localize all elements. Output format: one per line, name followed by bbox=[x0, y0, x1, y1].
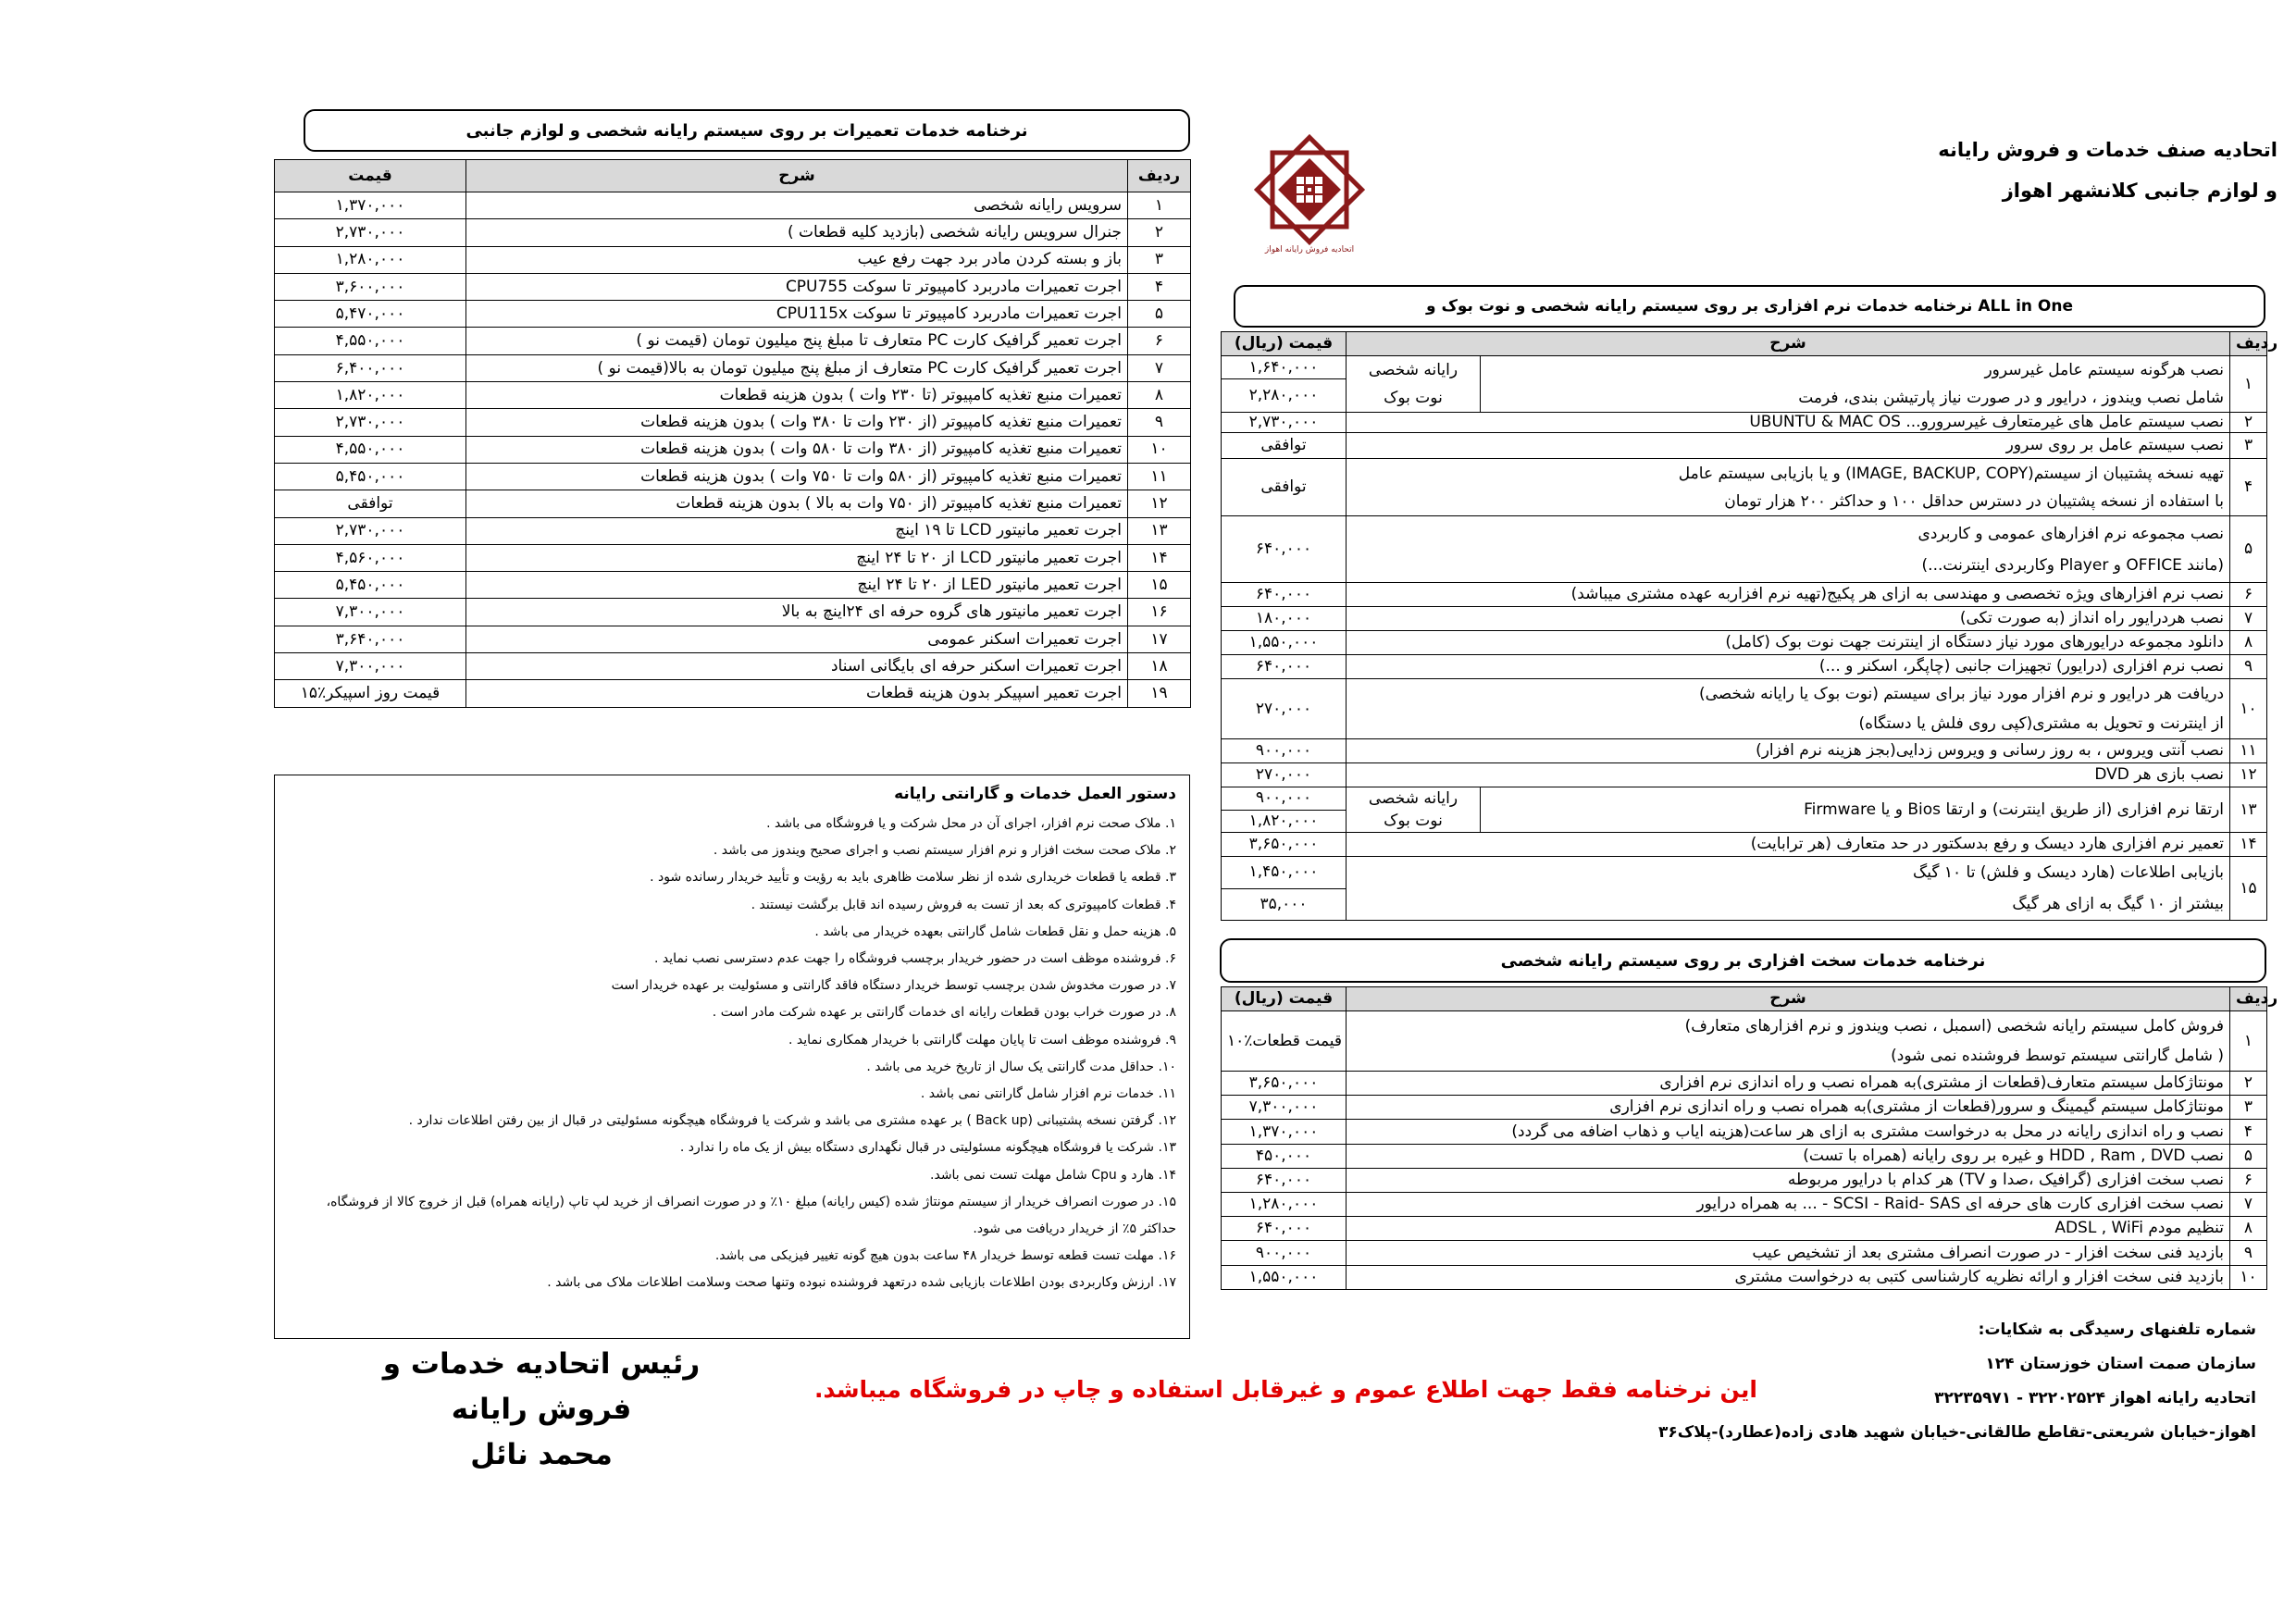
row-num: ۵ bbox=[2230, 516, 2267, 583]
row-num: ۱۷ bbox=[1128, 626, 1191, 652]
table-row bbox=[275, 680, 1191, 707]
desc-cell: بازدید فنی سخت افزار - در صورت انصراف مشتری بعد از تشخیص عیب bbox=[1347, 1241, 2230, 1265]
row-num: ۷ bbox=[2230, 607, 2267, 631]
desc-cell: نصب هردرایور راه انداز (به صورت تکی) bbox=[1347, 607, 2230, 631]
desc-line: نصب مجموعه نرم افزارهای عمومی و کاربردی bbox=[1917, 524, 2225, 543]
rule-item: ۱۲. گرفتن نسخه پشتیبانی (Back up ) بر عهده مشتری می باشد و شرکت یا فروشگاه هیچگونه مسئولیتی در قبال از بین رفتن اطلاعات ندارد . bbox=[408, 1113, 1176, 1129]
price-cell: ۲,۲۸۰,۰۰۰ bbox=[1222, 379, 1347, 413]
price-header: قیمت (ریال) bbox=[1222, 332, 1347, 356]
complaints-line-1: سازمان صمت استان خوزستان ۱۲۴ bbox=[1985, 1355, 2256, 1373]
category-pc: رایانه شخصی bbox=[1368, 789, 1458, 808]
software-rows bbox=[1222, 356, 2267, 921]
row-num: ۱۳ bbox=[1128, 517, 1191, 544]
rule-item: ۱۰. حداقل مدت گارانتی یک سال از تاریخ خرید می باشد . bbox=[866, 1059, 1176, 1074]
row-num: ۱۸ bbox=[1128, 653, 1191, 680]
row-num: ۹ bbox=[1128, 409, 1191, 436]
union-line-1: اتحادیه صنف خدمات و فروش رایانه bbox=[1938, 139, 2277, 161]
row-num: ۱۵ bbox=[2230, 857, 2267, 921]
desc-cell: اجرت تعمیر گرافیک کارت PC متعارف تا مبلغ پنج میلیون تومان (قیمت نو ) bbox=[466, 328, 1128, 354]
rules-title: دستور العمل خدمات و گارانتی رایانه bbox=[894, 785, 1176, 803]
price-cell: ۱,۳۷۰,۰۰۰ bbox=[275, 192, 466, 219]
desc-cell: مونتاژکامل سیستم گیمینگ و سرور(قطعات از مشتری)به همراه نصب و راه اندازی نرم افزاری bbox=[1347, 1096, 2230, 1120]
rule-item: ۹. فروشنده موظف است تا پایان مهلت گارانتی با خریدار همکاری نماید . bbox=[788, 1032, 1176, 1048]
table-row bbox=[275, 653, 1191, 680]
table-row bbox=[1222, 413, 2267, 433]
table-row bbox=[275, 517, 1191, 544]
table-row bbox=[275, 599, 1191, 626]
row-num: ۱ bbox=[2230, 1011, 2267, 1072]
row-num: ۱۴ bbox=[1128, 544, 1191, 571]
table-row bbox=[275, 490, 1191, 517]
desc-cell: تعمیرات منبع تغذیه کامپیوتر (از ۳۸۰ وات تا ۵۸۰ وات ) بدون هزینه قطعات bbox=[466, 436, 1128, 463]
price-cell: ۱۵٪قیمت روز اسپیکر bbox=[275, 680, 466, 707]
table-row bbox=[1222, 433, 2267, 459]
category-notebook: نوت بوک bbox=[1384, 389, 1443, 407]
price-cell: ۳,۶۵۰,۰۰۰ bbox=[1222, 1072, 1347, 1096]
president-name: محمد نائل bbox=[470, 1438, 613, 1471]
repair-title: نرخنامه خدمات تعمیرات بر روی سیستم رایانه شخصی و لوازم جانبی bbox=[304, 109, 1190, 152]
row-num: ۱۴ bbox=[2230, 833, 2267, 857]
hardware-table bbox=[1221, 986, 2278, 1290]
complaints-address: اهواز-خیابان شریعتی-تقاطع طالقانی-خیابان شهید هادی زاده(عطارد)-پلاک۳۶ bbox=[1657, 1423, 2256, 1442]
desc-line: ( شامل گارانتی سیستم توسط فروشنده نمی شود) bbox=[1891, 1047, 2224, 1065]
row-num: ۱۵ bbox=[1128, 572, 1191, 599]
desc-cell bbox=[1347, 679, 2230, 739]
row-num: ۴ bbox=[2230, 459, 2267, 516]
table-row bbox=[1222, 631, 2267, 655]
desc-cell bbox=[1347, 1011, 2230, 1072]
desc-cell: نصب نرم افزارهای ویژه تخصصی و مهندسی به ازای هر پکیج(تهیه نرم افزاربه عهده مشتری میباشد) bbox=[1347, 583, 2230, 607]
desc-cell: نصب و راه اندازی رایانه در محل به درخواست مشتری به ازای هر ساعت(هزینه ایاب و ذهاب اضافه می گردد) bbox=[1347, 1120, 2230, 1144]
desc-cell: اجرت تعمیر اسپیکر بدون هزینه قطعات bbox=[466, 680, 1128, 707]
desc-cell: اجرت تعمیر مانیتور LCD از ۲۰ تا ۲۴ اینچ bbox=[466, 544, 1128, 571]
price-cell: ۱,۵۵۰,۰۰۰ bbox=[1222, 631, 1347, 655]
desc-cell: دانلود مجموعه درایورهای مورد نیاز دستگاه از اینترنت جهت نوت بوک (کامل) bbox=[1347, 631, 2230, 655]
table-row bbox=[275, 463, 1191, 490]
row-num: ۱۳ bbox=[2230, 787, 2267, 833]
price-cell: توافقی bbox=[1222, 459, 1347, 516]
rule-item: ۱۵. در صورت انصراف خریدار از سیستم مونتاژ شده (کیس رایانه) مبلغ ۱۰٪ و در صورت انصراف از خرید لپ تاپ (رایانه همراه) قبل از خروج کالا از فروشگاه، bbox=[326, 1194, 1176, 1209]
table-row bbox=[1222, 655, 2267, 679]
price-cell: ۴۵۰,۰۰۰ bbox=[1222, 1144, 1347, 1168]
price-cell: ۶۴۰,۰۰۰ bbox=[1222, 516, 1347, 583]
desc-header: شرح bbox=[1347, 987, 2230, 1011]
row-num: ۳ bbox=[1128, 246, 1191, 273]
row-num-header: ردیف bbox=[1128, 160, 1191, 192]
row-num: ۱ bbox=[1128, 192, 1191, 219]
row-num-header: ردیف bbox=[2230, 332, 2267, 356]
row-num: ۴ bbox=[2230, 1120, 2267, 1144]
row-num: ۱۰ bbox=[1128, 436, 1191, 463]
desc-cell bbox=[1347, 459, 2230, 516]
desc-cell: نصب HDD , Ram , DVD و غیره بر روی رایانه (همراه با تست) bbox=[1347, 1144, 2230, 1168]
desc-line: از اینترنت و تحویل به مشتری(کپی روی فلش یا دستگاه) bbox=[1858, 714, 2225, 733]
price-cell: ۲۷۰,۰۰۰ bbox=[1222, 763, 1347, 787]
row-num: ۱۲ bbox=[2230, 763, 2267, 787]
table-row bbox=[1222, 1241, 2267, 1265]
desc-line: (مانند OFFICE و Player وکاربردی اینترنت...) bbox=[1921, 555, 2225, 575]
category-cell bbox=[1347, 356, 1481, 413]
desc-cell: ارتقا نرم افزاری (از طریق اینترنت) و ارتقا Bios و یا Firmware bbox=[1481, 787, 2230, 833]
desc-cell: نصب سخت افزاری (گرافیک ،صدا و TV) هر کدام با درایور مربوطه bbox=[1347, 1168, 2230, 1192]
row-num: ۵ bbox=[1128, 301, 1191, 328]
table-row bbox=[1222, 583, 2267, 607]
desc-cell: نصب سخت افزاری کارت های حرفه ای SCSI - Raid- SAS - ... به همراه درایور bbox=[1347, 1192, 2230, 1216]
hardware-rows bbox=[1222, 1011, 2267, 1072]
table-row bbox=[275, 626, 1191, 652]
price-cell: ۲,۷۳۰,۰۰۰ bbox=[275, 219, 466, 246]
hardware-rows-simple bbox=[1222, 1072, 2267, 1290]
desc-cell: اجرت تعمیرات مادربرد کامپیوتر تا سوکت CPU755 bbox=[466, 273, 1128, 300]
row-num: ۱۱ bbox=[2230, 739, 2267, 763]
price-cell: ۴,۵۶۰,۰۰۰ bbox=[275, 544, 466, 571]
rules-list bbox=[288, 811, 1176, 1297]
rule-item: ۱۷. ارزش وکاربردی بودن اطلاعات بازیابی شده درتعهد فروشنده نبوده وتنها صحت وسلامت اطلاعات ملاک می باشد . bbox=[547, 1275, 1176, 1291]
table-row bbox=[1222, 516, 2267, 583]
row-num: ۷ bbox=[1128, 354, 1191, 381]
president-signature bbox=[333, 1342, 750, 1478]
rule-item: ۴. قطعات کامپیوتری که بعد از تست به فروش رسیده اند قابل برگشت نیستند . bbox=[751, 897, 1176, 912]
rule-item: ۱۳. شرکت یا فروشگاه هیچگونه مسئولیتی در قبال نگهداری دستگاه بیش از یک ماه را ندارد . bbox=[679, 1140, 1176, 1156]
row-num: ۱۲ bbox=[1128, 490, 1191, 517]
price-cell: توافقی bbox=[1222, 433, 1347, 459]
price-cell: توافقی bbox=[275, 490, 466, 517]
table-row bbox=[275, 544, 1191, 571]
price-cell: ۵,۴۵۰,۰۰۰ bbox=[275, 572, 466, 599]
desc-line: دریافت هر درایور و نرم افزار مورد نیاز برای سیستم (نوت بوک یا رایانه شخصی) bbox=[1698, 685, 2225, 703]
price-cell: ۱,۲۸۰,۰۰۰ bbox=[275, 246, 466, 273]
row-num: ۱۱ bbox=[1128, 463, 1191, 490]
row-num: ۹ bbox=[2230, 1241, 2267, 1265]
row-num: ۲ bbox=[2230, 413, 2267, 433]
row-num: ۸ bbox=[1128, 382, 1191, 409]
desc-line: شامل نصب ویندوز ، درایور و در صورت نیاز پارتیشن بندی، فرمت bbox=[1798, 389, 2225, 407]
rule-item: ۷. در صورت مخدوش شدن برچسب توسط خریدار دستگاه فاقد گارانتی و مسئولیت بر عهده خریدار است bbox=[611, 978, 1176, 994]
price-cell: ۲,۷۳۰,۰۰۰ bbox=[275, 409, 466, 436]
price-cell: ۷,۳۰۰,۰۰۰ bbox=[275, 599, 466, 626]
desc-cell bbox=[1347, 516, 2230, 583]
software-title: نرخنامه خدمات نرم افزاری بر روی سیستم رایانه شخصی و نوت بوک و ALL in One bbox=[1234, 285, 2265, 328]
table-row bbox=[1222, 607, 2267, 631]
desc-cell: باز و بسته کردن مادر برد جهت رفع عیب bbox=[466, 246, 1128, 273]
desc-header: شرح bbox=[466, 160, 1128, 192]
desc-line: نصب هرگونه سیستم عامل غیرسرور bbox=[1984, 361, 2225, 379]
row-num: ۱۰ bbox=[2230, 679, 2267, 739]
rule-item: ۵. هزینه حمل و نقل قطعات شامل گارانتی بعهده خریدار می باشد . bbox=[814, 924, 1176, 939]
complaints-title: شماره تلفنهای رسیدگی به شکایات: bbox=[1978, 1320, 2256, 1339]
table-row bbox=[1222, 1265, 2267, 1289]
rule-item: ۸. در صورت خراب بودن قطعات رایانه ای خدمات گارانتی بر عهده شرکت مادر است . bbox=[712, 1005, 1176, 1021]
price-cell: ۱۸۰,۰۰۰ bbox=[1222, 607, 1347, 631]
complaints-line-2: اتحادیه رایانه اهواز ۳۲۲۰۲۵۲۴ - ۳۲۲۳۵۹۷۱ bbox=[1934, 1389, 2256, 1407]
desc-cell: نصب بازی هر DVD bbox=[1347, 763, 2230, 787]
desc-cell: مونتاژکامل سیستم متعارف(قطعات از مشتری)به همراه نصب و راه اندازی نرم افزاری bbox=[1347, 1072, 2230, 1096]
price-cell: ۶۴۰,۰۰۰ bbox=[1222, 583, 1347, 607]
desc-line: بازیابی اطلاعات (هارد دیسک و فلش) تا ۱۰ گیگ bbox=[1913, 863, 2225, 882]
price-cell: ۷,۳۰۰,۰۰۰ bbox=[275, 653, 466, 680]
table-row bbox=[1222, 1217, 2267, 1241]
rule-item: ۱۱. خدمات نرم افزار شامل گارانتی نمی باشد . bbox=[920, 1086, 1176, 1102]
notice-text: این نرخنامه فقط جهت اطلاع عموم و غیرقابل استفاده و چاپ در فروشگاه میباشد. bbox=[814, 1376, 1757, 1403]
price-cell: ۵,۴۷۰,۰۰۰ bbox=[275, 301, 466, 328]
desc-cell: اجرت تعمیر مانیتور های گروه حرفه ای ۲۴اینچ به بالا bbox=[466, 599, 1128, 626]
desc-line: با استفاده از نسخه پشتیبان در دسترس حداقل ۱۰۰ و حداکثر ۲۰۰ هزار تومان bbox=[1724, 491, 2225, 511]
row-num: ۸ bbox=[2230, 631, 2267, 655]
rule-item: ۱. ملاک صحت نرم افزار، اجرای آن در محل شرکت و یا فروشگاه می باشد . bbox=[766, 816, 1176, 831]
price-cell: ۵,۴۵۰,۰۰۰ bbox=[275, 463, 466, 490]
row-num: ۶ bbox=[2230, 583, 2267, 607]
desc-cell: اجرت تعمیرات مادربرد کامپیوتر تا سوکت CPU115x bbox=[466, 301, 1128, 328]
table-row bbox=[275, 409, 1191, 436]
rule-item: ۱۶. مهلت تست قطعه توسط خریدار ۴۸ ساعت بدون هیچ گونه تغییر فیزیکی می باشد. bbox=[714, 1248, 1176, 1264]
row-num: ۷ bbox=[2230, 1192, 2267, 1216]
row-num: ۳ bbox=[2230, 433, 2267, 459]
price-cell: ۴,۵۵۰,۰۰۰ bbox=[275, 328, 466, 354]
desc-cell: تعمیرات منبع تغذیه کامپیوتر (از ۷۵۰ وات به بالا ) بدون هزینه قطعات bbox=[466, 490, 1128, 517]
price-cell: ۱,۴۵۰,۰۰۰ bbox=[1222, 857, 1347, 889]
price-cell: ۱,۲۸۰,۰۰۰ bbox=[1222, 1192, 1347, 1216]
price-cell: ۱,۸۲۰,۰۰۰ bbox=[275, 382, 466, 409]
desc-cell: تنظیم مودم ADSL , WiFi bbox=[1347, 1217, 2230, 1241]
category-cell bbox=[1347, 787, 1481, 833]
rule-item: ۳. قطعه یا قطعات خریداری شده از نظر سلامت ظاهری باید به رؤیت و تأیید خریدار رسانده شود . bbox=[650, 870, 1176, 886]
rule-item: ۶. فروشنده موظف است در حضور خریدار برچسب فروشگاه را جهت عدم دسترسی نصب نماید . bbox=[653, 951, 1176, 967]
desc-cell: سرویس رایانه شخصی bbox=[466, 192, 1128, 219]
table-row bbox=[275, 354, 1191, 381]
desc-cell: تعمیرات منبع تغذیه کامپیوتر (از ۲۳۰ وات تا ۳۸۰ وات ) بدون هزینه قطعات bbox=[466, 409, 1128, 436]
table-row bbox=[1222, 857, 2267, 889]
desc-line: بیشتر از ۱۰ گیگ به ازای هر گیگ bbox=[2012, 895, 2225, 913]
price-cell: ۳,۶۴۰,۰۰۰ bbox=[275, 626, 466, 652]
table-row bbox=[1222, 1168, 2267, 1192]
price-cell: ۱,۸۲۰,۰۰۰ bbox=[1222, 810, 1347, 833]
repair-rows bbox=[275, 192, 1191, 708]
price-cell: ۱,۶۴۰,۰۰۰ bbox=[1222, 356, 1347, 379]
table-row bbox=[1222, 356, 2267, 379]
price-cell: ۱,۵۵۰,۰۰۰ bbox=[1222, 1265, 1347, 1289]
union-heading bbox=[1796, 130, 2277, 211]
row-num: ۱۹ bbox=[1128, 680, 1191, 707]
hardware-title: نرخنامه خدمات سخت افزاری بر روی سیستم رایانه شخصی bbox=[1220, 938, 2266, 983]
price-cell: ۱,۳۷۰,۰۰۰ bbox=[1222, 1120, 1347, 1144]
price-cell: ۲۷۰,۰۰۰ bbox=[1222, 679, 1347, 739]
president-line-2: فروش رایانه bbox=[451, 1393, 632, 1426]
desc-line: فروش کامل سیستم رایانه شخصی (اسمبل ، نصب ویندوز و نرم افزارهای متعارف) bbox=[1684, 1017, 2224, 1035]
desc-cell: اجرت تعمیرات اسکنر حرفه ای بایگانی اسناد bbox=[466, 653, 1128, 680]
desc-cell: اجرت تعمیر مانیتور LCD تا ۱۹ اینچ bbox=[466, 517, 1128, 544]
table-row bbox=[1222, 787, 2267, 811]
price-cell: ۶۴۰,۰۰۰ bbox=[1222, 1168, 1347, 1192]
president-line-1: رئیس اتحادیه خدمات و bbox=[382, 1347, 701, 1381]
desc-cell: نصب نرم افزاری (درایور) تجهیزات جانبی (چاپگر، اسکنر و ...) bbox=[1347, 655, 2230, 679]
table-row bbox=[275, 328, 1191, 354]
row-num: ۴ bbox=[1128, 273, 1191, 300]
logo-emblem-icon bbox=[1254, 139, 1365, 259]
desc-cell: اجرت تعمیرات اسکنر عمومی bbox=[466, 626, 1128, 652]
table-row bbox=[1222, 679, 2267, 739]
row-num: ۵ bbox=[2230, 1144, 2267, 1168]
price-cell: ۹۰۰,۰۰۰ bbox=[1222, 1241, 1347, 1265]
union-logo bbox=[1254, 139, 1365, 259]
complaints-block bbox=[1608, 1313, 2256, 1450]
price-cell: ۹۰۰,۰۰۰ bbox=[1222, 739, 1347, 763]
table-row bbox=[275, 273, 1191, 300]
desc-header: شرح bbox=[1347, 332, 2230, 356]
category-notebook: نوت بوک bbox=[1384, 812, 1443, 830]
row-num: ۲ bbox=[2230, 1072, 2267, 1096]
table-row bbox=[275, 572, 1191, 599]
table-row bbox=[1222, 1096, 2267, 1120]
table-row bbox=[275, 192, 1191, 219]
price-cell: ۴,۵۵۰,۰۰۰ bbox=[275, 436, 466, 463]
row-num: ۱ bbox=[2230, 356, 2267, 413]
table-row bbox=[275, 436, 1191, 463]
repair-table bbox=[274, 159, 1191, 708]
desc-cell: اجرت تعمیر گرافیک کارت PC متعارف از مبلغ پنج میلیون تومان به بالا(قیمت نو ) bbox=[466, 354, 1128, 381]
row-num: ۹ bbox=[2230, 655, 2267, 679]
desc-cell bbox=[1481, 356, 2230, 413]
row-num: ۳ bbox=[2230, 1096, 2267, 1120]
price-cell: ۳۵,۰۰۰ bbox=[1222, 888, 1347, 921]
rules-box bbox=[274, 775, 1190, 1339]
rule-item: ۲. ملاک صحت سخت افزار و نرم افزار سیستم نصب و اجرای صحیح ویندوز می باشد . bbox=[713, 843, 1176, 859]
price-cell: ۱۰٪قیمت قطعات bbox=[1222, 1011, 1347, 1072]
price-cell: ۳,۶۵۰,۰۰۰ bbox=[1222, 833, 1347, 857]
rule-item: حداکثر ۵٪ از خریدار دریافت می شود. bbox=[973, 1221, 1176, 1237]
table-row bbox=[275, 301, 1191, 328]
price-cell: ۶,۴۰۰,۰۰۰ bbox=[275, 354, 466, 381]
desc-cell: اجرت تعمیر مانیتور LED از ۲۰ تا ۲۴ اینچ bbox=[466, 572, 1128, 599]
table-row bbox=[1222, 459, 2267, 516]
desc-cell: نصب آنتی ویروس ، به روز رسانی و ویروس زدایی(بجز هزینه نرم افزار) bbox=[1347, 739, 2230, 763]
desc-cell: تعمیرات منبع تغذیه کامپیوتر (تا ۲۳۰ وات ) بدون هزینه قطعات bbox=[466, 382, 1128, 409]
row-num: ۲ bbox=[1128, 219, 1191, 246]
price-header: قیمت bbox=[275, 160, 466, 192]
table-row bbox=[1222, 1072, 2267, 1096]
row-num: ۱۶ bbox=[1128, 599, 1191, 626]
table-row bbox=[1222, 1011, 2267, 1072]
row-num: ۶ bbox=[2230, 1168, 2267, 1192]
desc-cell: تعمیر نرم افزاری هارد دیسک و رفع بدسکتور در حد متعارف (هر ترابایت) bbox=[1347, 833, 2230, 857]
price-cell: ۲,۷۳۰,۰۰۰ bbox=[275, 517, 466, 544]
rule-item: ۱۴. هارد و Cpu شامل مهلت تست نمی باشد. bbox=[930, 1167, 1176, 1183]
row-num: ۱۰ bbox=[2230, 1265, 2267, 1289]
category-pc: رایانه شخصی bbox=[1368, 361, 1458, 379]
logo-caption: اتحادیه فروش رایانه اهواز bbox=[1264, 245, 1355, 254]
desc-cell: بازدید فنی سخت افزار و ارائه نظریه کارشناسی کتبی به درخواست مشتری bbox=[1347, 1265, 2230, 1289]
desc-cell: تعمیرات منبع تغذیه کامپیوتر (از ۵۸۰ وات تا ۷۵۰ وات ) بدون هزینه قطعات bbox=[466, 463, 1128, 490]
price-cell: ۳,۶۰۰,۰۰۰ bbox=[275, 273, 466, 300]
table-row bbox=[275, 382, 1191, 409]
row-num-header: ردیف bbox=[2230, 987, 2267, 1011]
desc-cell: جنرال سرویس رایانه شخصی (بازدید کلیه قطعات ) bbox=[466, 219, 1128, 246]
table-row bbox=[1222, 739, 2267, 763]
price-header: قیمت (ریال) bbox=[1222, 987, 1347, 1011]
row-num: ۸ bbox=[2230, 1217, 2267, 1241]
price-cell: ۶۴۰,۰۰۰ bbox=[1222, 655, 1347, 679]
desc-cell bbox=[1347, 857, 2230, 921]
price-cell: ۷,۳۰۰,۰۰۰ bbox=[1222, 1096, 1347, 1120]
table-row bbox=[275, 219, 1191, 246]
table-row bbox=[1222, 763, 2267, 787]
software-table bbox=[1221, 331, 2278, 921]
table-row bbox=[1222, 833, 2267, 857]
price-cell: ۲,۷۳۰,۰۰۰ bbox=[1222, 413, 1347, 433]
desc-cell: نصب سیستم عامل های غیرمتعارف غیرسرورو... UBUNTU & MAC OS bbox=[1347, 413, 2230, 433]
desc-cell: نصب سیستم عامل بر روی سرور bbox=[1347, 433, 2230, 459]
union-line-2: و لوازم جانبی کلانشهر اهواز bbox=[2002, 180, 2277, 202]
price-cell: ۹۰۰,۰۰۰ bbox=[1222, 787, 1347, 811]
table-row bbox=[1222, 1144, 2267, 1168]
table-row bbox=[1222, 1120, 2267, 1144]
desc-line: تهیه نسخه پشتیبان از سیستم(IMAGE, BACKUP, COPY) و یا بازیابی سیستم عامل bbox=[1678, 464, 2225, 483]
row-num: ۶ bbox=[1128, 328, 1191, 354]
price-cell: ۶۴۰,۰۰۰ bbox=[1222, 1217, 1347, 1241]
table-row bbox=[1222, 1192, 2267, 1216]
table-row bbox=[275, 246, 1191, 273]
